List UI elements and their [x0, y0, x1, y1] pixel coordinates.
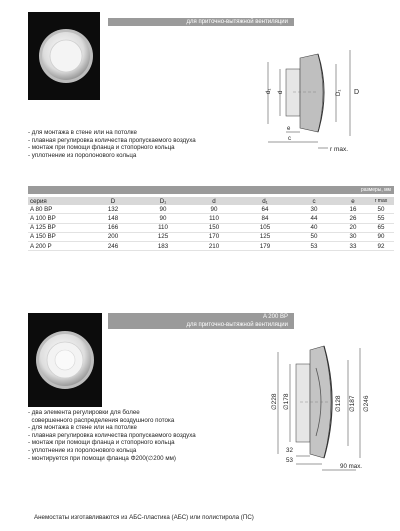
feature-item: - для монтажа в стене или на потолке — [28, 129, 137, 136]
table-cell: 30 — [290, 205, 338, 214]
footer-note: Анемостаты изготавливаются из АБС-пластика (АБС) или полистирола (ПС) — [34, 514, 254, 521]
diffuser-icon — [28, 313, 102, 407]
sizes-label: размеры, мм — [360, 187, 391, 193]
dim-c: c — [288, 136, 291, 142]
dim-D1: D₁ — [336, 89, 342, 96]
dim-d: d — [278, 90, 284, 94]
dim-53: 53 — [286, 457, 293, 464]
sizes-bar — [28, 186, 394, 194]
col-r-max: r max — [374, 198, 388, 205]
feature-item: - два элемента регулировки для более — [28, 409, 140, 416]
table-cell: 110 — [188, 214, 240, 223]
table-cell: 92 — [368, 241, 394, 250]
table-cell: 183 — [138, 241, 188, 250]
table-cell: 55 — [368, 214, 394, 223]
dim-d246: ∅246 — [363, 395, 370, 412]
section2-features — [28, 409, 196, 462]
table-cell: 90 — [368, 232, 394, 241]
col-D1: D₁ — [159, 197, 167, 205]
table-cell: 110 — [138, 223, 188, 232]
feature-item: - плавная регулировка количества пропускаемого воздуха — [28, 431, 196, 439]
col-D: D — [110, 197, 116, 205]
section1-features — [28, 129, 196, 159]
table-cell: 200 — [88, 232, 138, 241]
product-photo-2 — [28, 313, 102, 407]
table-cell: 84 — [240, 214, 290, 223]
table-cell: A 100 BP — [28, 214, 88, 223]
table-cell: 125 — [138, 232, 188, 241]
table-cell: 20 — [338, 223, 368, 232]
col-c: c — [312, 197, 316, 205]
feature-item: совершенного распределения воздушного потока — [28, 416, 175, 424]
technical-drawing-2 — [260, 338, 390, 480]
feature-item: - монтаж при помощи фланца и стопорного кольца — [28, 439, 175, 447]
table-cell: 64 — [240, 205, 290, 214]
feature-item: - для монтажа в стене или на потолке — [28, 424, 137, 432]
feature-item: - плавная регулировка количества пропускаемого воздуха — [28, 136, 196, 144]
table-cell: A 200 P — [28, 241, 88, 250]
table-cell: 65 — [368, 223, 394, 232]
table-row — [28, 241, 394, 250]
feature-item: - монтируется при помощи фланца Φ200(∅200 мм) — [28, 454, 176, 462]
table-cell: 40 — [290, 223, 338, 232]
section2-title-band — [108, 313, 294, 329]
section1-title: для приточно-вытяжной вентиляции — [186, 19, 288, 25]
dim-d187: ∅187 — [349, 395, 356, 412]
dim-32: 32 — [286, 447, 293, 454]
dim-r-max: r max. — [330, 146, 349, 153]
col-e: e — [351, 197, 355, 205]
table-cell: 132 — [88, 205, 138, 214]
table-cell: 105 — [240, 223, 290, 232]
table-cell: 44 — [290, 214, 338, 223]
table-cell: 246 — [88, 241, 138, 250]
table-cell: 170 — [188, 232, 240, 241]
section2-model: A 200 BP — [262, 314, 288, 320]
table-cell: 125 — [240, 232, 290, 241]
product-photo-1 — [28, 12, 100, 100]
table-cell: A 80 BP — [28, 205, 88, 214]
table-cell: 33 — [338, 241, 368, 250]
dim-d1: d₁ — [266, 88, 272, 94]
table-header — [28, 197, 394, 205]
table-cell: 210 — [188, 241, 240, 250]
table-cell: 50 — [290, 232, 338, 241]
technical-drawing-1 — [258, 44, 378, 154]
table-cell: 148 — [88, 214, 138, 223]
col-d1: d₁ — [262, 197, 268, 205]
table-cell: 30 — [338, 232, 368, 241]
dim-d128: ∅128 — [335, 395, 342, 412]
table-row — [28, 205, 394, 214]
table-cell: 166 — [88, 223, 138, 232]
table-cell: 179 — [240, 241, 290, 250]
diffuser-icon — [28, 12, 100, 100]
dim-e: e — [287, 126, 291, 132]
section2-title: для приточно-вытяжной вентиляции — [186, 322, 288, 328]
section1-title-band — [108, 18, 294, 26]
dim-D: D — [354, 89, 360, 96]
dim-d228: ∅228 — [271, 393, 278, 410]
table-cell: 53 — [290, 241, 338, 250]
table-row — [28, 214, 394, 223]
feature-item: - монтаж при помощи фланца и стопорного кольца — [28, 144, 175, 152]
table-row — [28, 232, 394, 241]
feature-item: - уплотнение из поролонового кольца — [28, 151, 137, 159]
spec-table — [28, 197, 394, 251]
dim-90-max: 90 max. — [340, 463, 363, 470]
table-row — [28, 223, 394, 232]
table-cell: A 125 BP — [28, 223, 88, 232]
col-series: серия — [30, 197, 47, 205]
table-cell: A 150 BP — [28, 232, 88, 241]
table-cell: 16 — [338, 205, 368, 214]
table-cell: 150 — [188, 223, 240, 232]
col-d: d — [212, 197, 216, 205]
table-cell: 90 — [138, 205, 188, 214]
dim-d178: ∅178 — [283, 393, 290, 410]
table-cell: 50 — [368, 205, 394, 214]
table-cell: 26 — [338, 214, 368, 223]
table-cell: 90 — [188, 205, 240, 214]
table-cell: 90 — [138, 214, 188, 223]
feature-item: - уплотнение из поролонового кольца — [28, 446, 137, 454]
